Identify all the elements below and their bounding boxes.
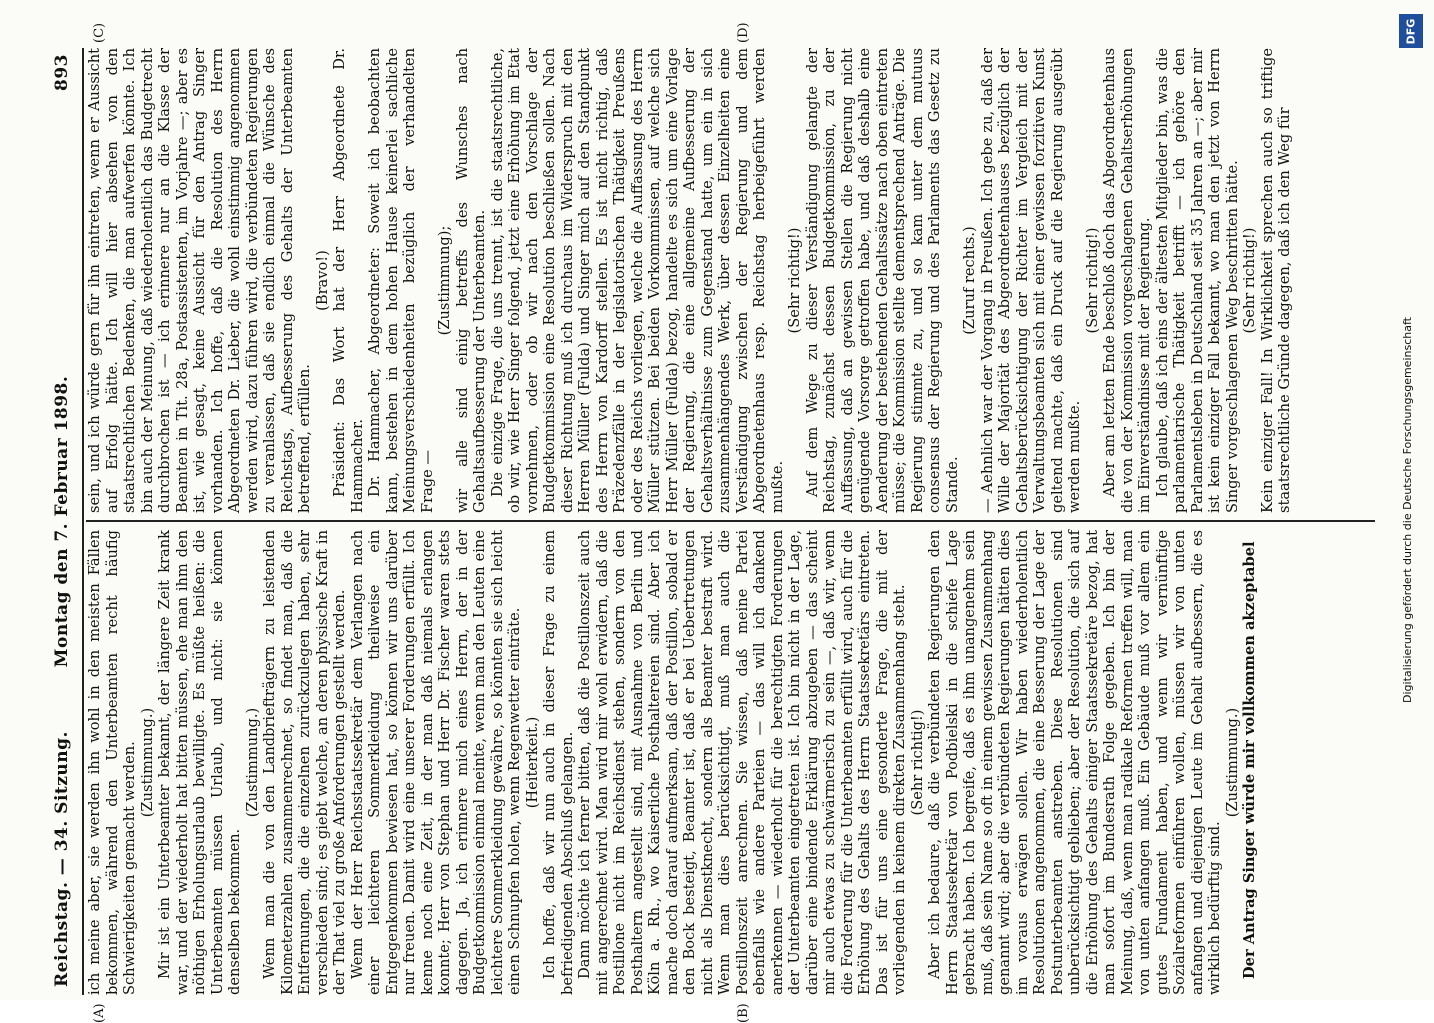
- paragraph: Dr. Hammacher, Abgeordneter: Soweit ich beobachten kann, bestehen in dem hohen Hause keinerlei sachliche Meinungsverschiedenheiten bezüglich der verhandelten Frage —: [366, 48, 436, 513]
- two-column-body: [86, 22, 1375, 1023]
- margin-marker-a: (A): [92, 1003, 107, 1023]
- paragraph: wir alle sind einig betreffs des Wunsches nach Gehaltsaufbesserung der Unterbeamten.: [453, 48, 488, 513]
- stage-direction: (Sehr richtig!): [1083, 227, 1101, 334]
- column-rule: [86, 520, 1375, 522]
- stage-direction: (Heiterkeit.): [523, 716, 541, 809]
- paragraph: Die einzige Frage, die uns trennt, ist die staatsrechtliche, ob wir, wie Herr Singer folgend, jetzt eine Erhöhung im Etat vornehmen, oder ob wir nach den Vorschlage der Budgetkommission eine Resolution beschließen sollen. Nach dieser Richtung muß ich durchaus im Widerspruch mit den Herren Müller (Fulda) und Singer mich auf den Standpunkt des Herrn von Kardorff stellen. Es ist nicht richtig, daß Präzedenzfälle in der legislatorischen Thätigkeit Preußens oder des Reichs vorliegen, welche die Auffassung des Herrn Müller stützen. Bei beiden Vorkommnissen, auf welche sich Herr Müller (Fulda) bezog, handelte es sich um eine Vorlage der Regierung, die eine allgemeine Aufbesserung der Gehaltsverhältnisse zum Gegenstand hatte, um ein in sich zusammenhängendes Werk, über dessen Einzelheiten eine Verständigung zwischen der Regierung und dem Abgeordnetenhaus resp. Reichstag herbeigeführt werden mußte.: [488, 48, 786, 513]
- paragraph: sein, und ich würde gern für ihn eintreten, wenn er Aussicht auf Erfolg hätte. Ich will hier absehen von den staatsrechtlichen Bedenken, die man aufwerfen könnte. Ich bin auch der Meinung, daß wiederholentlich das Budgetrecht durchbrochen ist — ich erinnere nur an die Klasse der Beamten in Tit. 28a, Postassistenten, im Vorjahre —; aber es ist, wie gesagt, keine Aussicht für den Antrag Singer vorhanden. Ich hoffe, daß die Resolution des Herrn Abgeordneten Dr. Lieber, die wohl einstimmig angenommen werden wird, dazu führen wird, die verbündeten Regierungen zu veranlassen, daß sie endlich einmal die Wünsche des Reichstags, Aufbesserung des Gehalts der Unterbeamten betreffend, erfüllen.: [86, 48, 313, 513]
- running-header: [50, 48, 84, 995]
- paragraph: Der Antrag Singer würde mir vollkommen akzeptabel: [1241, 541, 1258, 979]
- right-column: [86, 48, 1375, 513]
- stage-direction: (Zustimmung.): [138, 707, 156, 818]
- margin-marker-d: (D): [736, 22, 751, 43]
- margin-marker-c: (C): [92, 22, 107, 43]
- stage-direction: (Sehr richtig!): [908, 709, 926, 816]
- paragraph: Dann möchte ich ferner bitten, daß die Postillonszeit auch mit angerechnet wird. Man wird mir wohl erwidern, daß die Postillone nicht im Reichsdienst stehen, sondern von den Posthaltern angestellt sind, mit Ausnahme von Berlin und Köln a. Rh., wo Kaiserliche Posthaltereien sind. Aber ich mache doch darauf aufmerksam, daß der Postillon, sobald er den Bock besteigt, Beamter ist, daß er bei Uebertretungen nicht als Dienstknecht, sondern als Beamter bestraft wird. Wenn man dies berücksichtigt, muß man auch die Postillonszeit anrechnen. Sie wissen, daß meine Partei ebenfalls wie andere Parteien — das will ich dankend anerkennen — wiederholt für die berechtigten Forderungen der Unterbeamten eingetreten ist. Ich bin nicht in der Lage, darüber eine bindende Erklärung abzugeben — das scheint mir auch etwas zu schwärmerisch zu sein —, daß wir, wenn die Forderung für die Unterbeamten erfüllt wird, auch für die Erhöhung des Gehalts des Herrn Staatssekretärs eintreten. Das ist für uns eine gesonderte Frage, die mit der vorliegenden in keinem direkten Zusammenhang steht.: [576, 530, 908, 995]
- stage-direction: (Sehr richtig!): [786, 227, 803, 334]
- page-number: 893: [52, 54, 72, 91]
- stage-direction: (Zuruf rechts.): [961, 226, 978, 335]
- paragraph: Ich hoffe, daß wir nun auch in dieser Frage zu einem befriedigenden Abschluß gelangen.: [541, 530, 576, 995]
- stage-direction: (Bravo!): [313, 250, 331, 311]
- margin-marker-b: (B): [736, 1003, 751, 1023]
- dfg-stamp: [1396, 10, 1426, 990]
- paragraph: Präsident: Das Wort hat der Herr Abgeordnete Dr. Hammacher.: [331, 48, 366, 513]
- header-date: Montag den 7. Februar 1898.: [52, 375, 72, 668]
- funding-note: Digitalisierung gefördert durch die Deutsche Forschungsgemeinschaft: [1401, 317, 1414, 703]
- stage-direction: (Zustimmung.): [1223, 707, 1241, 818]
- left-column: [86, 530, 1375, 995]
- paragraph: Auf dem Wege zu dieser Verständigung gelangte der Reichstag, zunächst dessen Budgetkommission, zu der Auffassung, daß an gewissen Stellen die Regierung nicht genügende Vorsorge getroffen habe, und daß deshalb eine Aenderung der bestehenden Gehaltssätze nach oben eintreten müsse; die Kommission stellte dementsprechend Anträge. Die Regierung stimmte zu, und so kam unter dem mutuus consensus der Regierung und des Parlaments das Gesetz zu Stande.: [803, 48, 961, 513]
- paragraph: Wenn man die von den Landbriefträgern zu leistenden Kilometerzahlen zusammenrechnet, so findet man, daß die Entfernungen, die die einzelnen zurückzulegen haben, sehr verschieden sind; es giebt welche, an deren physische Kraft in der That viel zu große Anforderungen gestellt werden.: [261, 530, 348, 995]
- paragraph: Ich glaube, daß ich eins der ältesten Mitglieder bin, was die parlamentarische Thätigkeit betrifft — ich gehöre den Parlamentsleben in Deutschland seit 35 Jahren an —; aber mir ist kein einziger Fall bekannt, wo man den jetzt von Herrn Singer vorgeschlagenen Weg beschritten hätte.: [1153, 48, 1241, 513]
- stage-direction: (Zustimmung);: [436, 225, 453, 336]
- paragraph: Wenn der Herr Reichsstaatssekretär dem Verlangen nach einer leichteren Sommerkleidung theilweise ein Entgegenkommen bewiesen hat, so können wir uns darüber nur freuen. Damit wird eine unserer Forderungen erfüllt. Ich kenne noch eine Zeit, in der man daß niemals erlangen konnte; Herr von Stephan und Herr Dr. Fischer waren stets dagegen. Ja, ich erinnere mich eines Herrn, der in der Budgetkommission einmal meinte, wenn man den Leuten eine leichtere Sommerkleidung gewähre, so könnten sie sich leicht einen Schnupfen holen, wenn Regenwetter einträte.: [348, 530, 523, 995]
- paragraph: Aber ich bedaure, daß die verbündeten Regierungen den Herrn Staatssekretär von Podbielski in die schiefe Lage gebracht haben. Ich begreife, daß es ihm unangenehm sein muß, daß sein Name so oft in einem gewissen Zusammenhang genannt wird; aber die verbündeten Regierungen hätten dies im voraus erwägen sollen. Wir haben wiederholentlich Resolutionen angenommen, die eine Besserung der Lage der Postunterbeamten anstreben. Diese Resolutionen sind unberücksichtigt geblieben; aber der Resolution, die sich auf die Erhöhung des Gehalts einiger Staatssekretäre bezog, hat man sofort im Bundesrath Folge gegeben. Ich bin der Meinung, daß, wenn man radikale Reformen treffen will, man von unten anfangen muß. Ein Gebäude muß vor allem ein gutes Fundament haben, und wenn wir vernünftige Sozialreformen einführen wollen, müssen wir von unten anfangen und diejenigen Leute im Gehalt aufbessern, die es wirklich bedürftig sind.: [926, 530, 1223, 995]
- rotated-document: [50, 22, 1375, 1023]
- header-left: Reichstag. — 34. Sitzung.: [52, 731, 72, 987]
- dfg-logo: DFG: [1399, 14, 1423, 48]
- paragraph: Aber am letzten Ende beschloß doch das Abgeordnetenhaus die von der Kommission vorgeschlagenen Gehaltserhöhungen im Einverständnisse mit der Regierung.: [1101, 48, 1153, 513]
- paragraph: Kein einziger Fall! In Wirklichkeit sprechen auch so triftige staatsrechtliche Gründe dagegen, daß ich den Weg für: [1258, 48, 1293, 513]
- paragraph: ich meine aber, sie werden ihn wohl in den meisten Fällen bekommen, während den Unterbeamten recht häufig Schwierigkeiten gemacht werden.: [86, 530, 138, 995]
- paragraph: Mir ist ein Unterbeamter bekannt, der längere Zeit krank war, und der wiederholt hat bitten müssen, ehe man ihm den nöthigen Erholungsurlaub bewilligte. Es müßte heißen: die Unterbeamten müssen Urlaub, und nicht: sie können denselben bekommen.: [156, 530, 243, 995]
- paragraph: — Aehnlich war der Vorgang in Preußen. Ich gebe zu, daß der Wille der Majorität des Abgeordnetenhauses bezüglich der Gehaltsberücksichtigung der Richter im Vergleich mit der Verwaltungsbeamten sich mit einer gewissen forzitiven Kunst geltend machte, daß ein Druck auf die Regierung ausgeübt werden mußte.: [978, 48, 1083, 513]
- stage-direction: (Zustimmung.): [243, 707, 261, 818]
- stage-direction: (Sehr richtig!): [1241, 227, 1258, 334]
